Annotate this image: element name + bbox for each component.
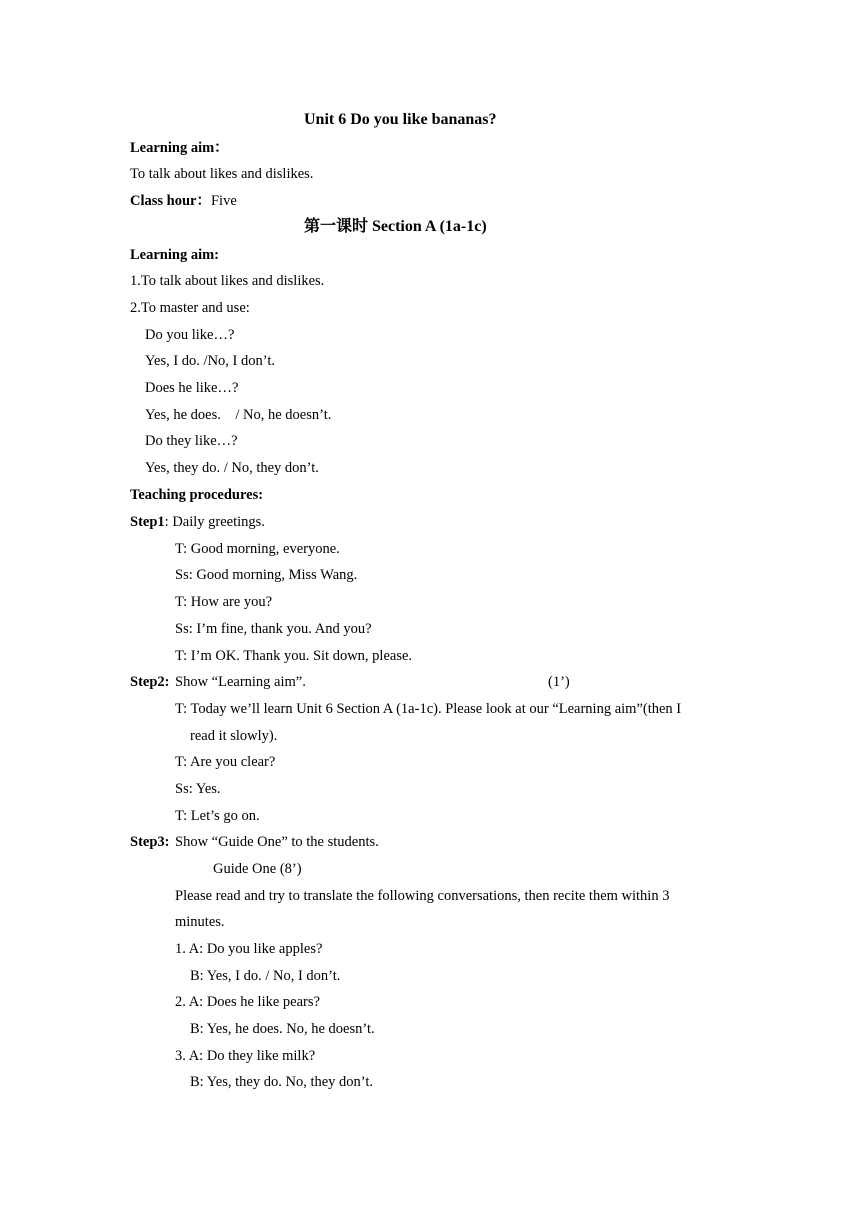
step2-label: Step2: <box>130 674 170 690</box>
dialogue-line: 1. A: Do you like apples? <box>175 941 323 957</box>
dialogue-line: B: Yes, he does. No, he doesn’t. <box>190 1021 375 1037</box>
step2-text: Show “Learning aim”. <box>175 674 306 690</box>
step3-label: Step3: <box>130 834 170 850</box>
lesson-aim-label: Learning aim: <box>130 247 220 263</box>
dialogue-line: Ss: I’m fine, thank you. And you? <box>175 621 372 637</box>
step1-text: Daily greetings. <box>172 514 265 530</box>
step1-heading <box>130 513 265 531</box>
dialogue-line: Ss: Good morning, Miss Wang. <box>175 567 358 583</box>
lesson-aim-item: 1.To talk about likes and dislikes. <box>130 273 325 289</box>
sentence-pattern: Yes, I do. /No, I don’t. <box>145 353 275 369</box>
dialogue-line: 3. A: Do they like milk? <box>175 1048 316 1064</box>
dialogue-line: Ss: Yes. <box>175 781 221 797</box>
guide-instruction: Please read and try to translate the following conversations, then recite them within 3 <box>175 888 670 904</box>
step1-sep: : <box>164 514 173 530</box>
dialogue-line: T: Good morning, everyone. <box>175 541 340 557</box>
dialogue-line: T: How are you? <box>175 594 273 610</box>
dialogue-line: B: Yes, I do. / No, I don’t. <box>190 968 341 984</box>
learning-aim-label: Learning aim： <box>130 140 229 156</box>
dialogue-line: T: I’m OK. Thank you. Sit down, please. <box>175 648 413 664</box>
dialogue-line: T: Are you clear? <box>175 754 276 770</box>
page-title: Unit 6 Do you like bananas? <box>304 111 497 128</box>
lesson-title: 第一课时 Section A (1a-1c) <box>304 218 487 235</box>
lesson-aim-item: 2.To master and use: <box>130 300 250 316</box>
step1-label: Step1 <box>130 514 165 530</box>
class-hour-line <box>130 192 237 210</box>
learning-aim-text: To talk about likes and dislikes. <box>130 166 314 182</box>
dialogue-line: T: Today we’ll learn Unit 6 Section A (1a-1c). Please look at our “Learning aim”(then I <box>175 701 682 717</box>
dialogue-line: T: Let’s go on. <box>175 808 260 824</box>
dialogue-line: read it slowly). <box>190 728 278 744</box>
dialogue-line: 2. A: Does he like pears? <box>175 994 320 1010</box>
step3-text: Show “Guide One” to the students. <box>175 834 379 850</box>
sentence-pattern: Do they like…? <box>145 433 238 449</box>
sentence-pattern: Do you like…? <box>145 327 235 343</box>
class-hour-label: Class hour： <box>130 193 211 209</box>
step2-time: (1’) <box>548 674 570 690</box>
guide-one-title: Guide One (8’) <box>213 861 302 877</box>
sentence-pattern: Yes, he does. / No, he doesn’t. <box>145 407 332 423</box>
dialogue-line: B: Yes, they do. No, they don’t. <box>190 1074 374 1090</box>
sentence-pattern: Yes, they do. / No, they don’t. <box>145 460 319 476</box>
class-hour-value: Five <box>210 193 237 209</box>
guide-instruction: minutes. <box>175 914 225 930</box>
sentence-pattern: Does he like…? <box>145 380 239 396</box>
procedures-label: Teaching procedures: <box>130 487 264 503</box>
